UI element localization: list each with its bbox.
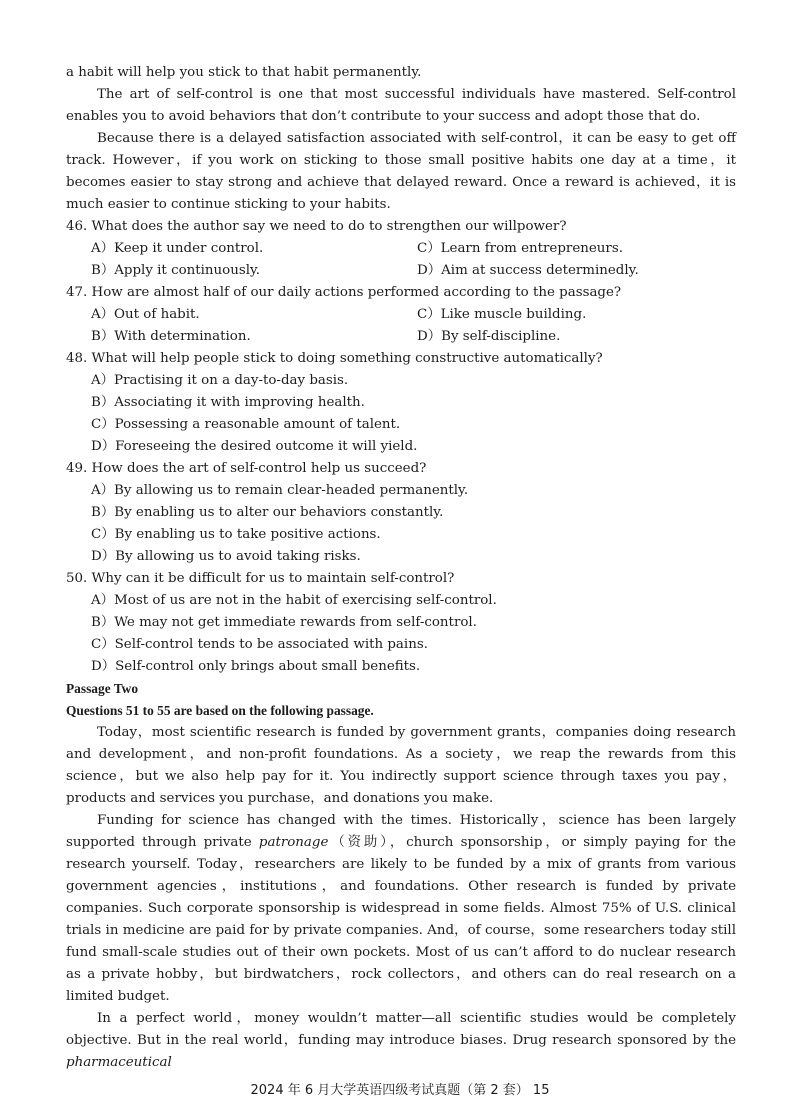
options (66, 590, 736, 678)
option-a: A）Practising it on a day-to-day basis. (91, 373, 349, 388)
option-d: D）Aim at success determinedly. (417, 263, 639, 278)
passage-two-title: Passage Two (66, 681, 139, 696)
option-c: C）Learn from entrepreneurs. (417, 241, 623, 256)
question-47 (66, 282, 736, 348)
option-d: D）Self-control only brings about small benefits. (91, 659, 421, 674)
question-stem: 48. What will help people stick to doing something constructive automatically? (66, 351, 603, 366)
option-d: D）By allowing us to avoid taking risks. (91, 549, 361, 564)
option-d: D）By self-discipline. (417, 329, 561, 344)
question-48 (66, 348, 736, 458)
italic-term: pharmaceutical (66, 1055, 172, 1070)
option-a: A）By allowing us to remain clear-headed permanently. (91, 483, 469, 498)
option-c: C）Like muscle building. (417, 307, 587, 322)
option-c: C）Possessing a reasonable amount of talent. (91, 417, 401, 432)
option-b: B）With determination. (91, 329, 251, 344)
paragraph: a habit will help you stick to that habit permanently. (66, 65, 422, 80)
option-b: B）Associating it with improving health. (91, 395, 365, 410)
question-46 (66, 216, 736, 282)
option-b: B）Apply it continuously. (91, 263, 261, 278)
option-d: D）Foreseeing the desired outcome it will yield. (91, 439, 418, 454)
paragraph (66, 810, 736, 1008)
options (66, 238, 736, 282)
page-footer: 2024 年 6 月大学英语四级考试真题（第 2 套） 15 (250, 1083, 550, 1098)
options (66, 480, 736, 568)
paragraph: Because there is a delayed satisfaction associated with self-control，it can be easy to get off track. However，if you work on sticking to those small positive habits one day at a time，it becomes easier to stay strong and achieve that delayed reward. Once a reward is achieved，it is much easier to continue sticking to your habits. (66, 131, 736, 212)
question-49 (66, 458, 736, 568)
paragraph (66, 1008, 736, 1074)
page-content (66, 62, 736, 1074)
question-stem: 46. What does the author say we need to do to strengthen our willpower? (66, 219, 567, 234)
option-b: B）We may not get immediate rewards from self-control. (91, 615, 477, 630)
italic-term: patronage (258, 835, 329, 850)
option-c: C）By enabling us to take positive actions. (91, 527, 381, 542)
option-a: A）Most of us are not in the habit of exercising self-control. (91, 593, 497, 608)
question-stem: 49. How does the art of self-control help us succeed? (66, 461, 427, 476)
paragraph-text: In a perfect world，money wouldn’t matter—all scientific studies would be completely objective. But in the real world，funding may introduce biases. Drug research sponsored by the (66, 1011, 736, 1048)
question-stem: 47. How are almost half of our daily actions performed according to the passage? (66, 285, 622, 300)
question-stem: 50. Why can it be difficult for us to maintain self-control? (66, 571, 455, 586)
options (66, 304, 736, 348)
options (66, 370, 736, 458)
question-50 (66, 568, 736, 678)
option-a: A）Out of habit. (91, 307, 200, 322)
paragraph: The art of self-control is one that most successful individuals have mastered. Self-control enables you to avoid behaviors that don’t contribute to your success and adopt those that do. (66, 87, 736, 124)
paragraph-text: （资助），church sponsorship，or simply paying for the research yourself. Today，researchers are likely to be funded by a mix of grants from various government agencies，institutions，and foundations. Other research is funded by private companies. Such corporate sponsorship is widespread in some fields. Almost 75% of U.S. clinical trials in medicine are paid for by private companies. And，of course，some researchers today still fund small-scale studies out of their own pockets. Most of us can’t afford to do nuclear research as a private hobby，but birdwatchers，rock collectors，and others can do real research on a limited budget. (66, 835, 736, 1004)
paragraph-text: Funding for science has changed with the times. Historically，science has been largely supported through private (66, 813, 736, 850)
option-b: B）By enabling us to alter our behaviors constantly. (91, 505, 444, 520)
option-c: C）Self-control tends to be associated with pains. (91, 637, 428, 652)
passage-two-instruction: Questions 51 to 55 are based on the following passage. (66, 703, 374, 718)
paragraph: Today，most scientific research is funded by government grants，companies doing research and development，and non-profit foundations. As a society，we reap the rewards from this science，but we also help pay for it. You indirectly support science through taxes you pay，products and services you purchase，and donations you make. (66, 725, 736, 806)
option-a: A）Keep it under control. (91, 241, 264, 256)
